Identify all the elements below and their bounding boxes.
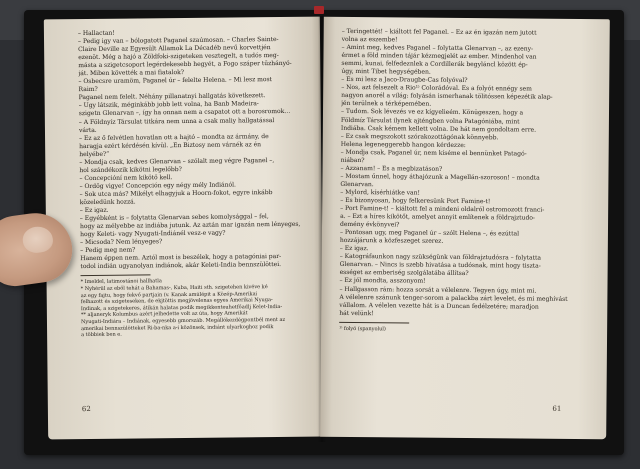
text-line: – A Földnyíz Társulat titkára nem unna a csak maliy hallgatással <box>78 116 275 126</box>
text-line: – Katográfaunkon nagy szükségünk van földrajztudósra – folytatta <box>339 253 542 262</box>
text-line: – Tudom. Sok lévezés ve ez kígyelieém. Könügeszen, hogy a <box>340 108 524 117</box>
text-line: szigetn Glenarvan –, így ha onnan nem a csapatot ott a borosromok… <box>78 108 291 118</box>
text-line: – Amint meg, kedves Paganel – folytatta Glenarvan –, az ezeny- <box>341 44 534 53</box>
text-line: semmi, kunai, felfedeznlek a Cordillerák begyláncl között ép- <box>341 60 528 69</box>
text-line: – Pontosan ugy, meg Paganel úr – szólt Helena –, és ezúttal <box>339 229 520 238</box>
left-page-footnotes <box>81 277 304 339</box>
text-line: hogy az mélyebbe az indiába jutunk. Az aztán mar igazán nem lényeges, <box>79 220 301 231</box>
text-line: Glenarvan. <box>340 180 374 189</box>
text-line: – Nos, azt felsezelt a Rio¹⁾ Colorádóval. És a folyót ennégy sem <box>341 84 532 93</box>
text-line: ját. Miben követték a mai fiatalok? <box>78 69 184 78</box>
right-page-text <box>339 28 574 334</box>
text-line: – Ördög vigye! Concepción egy négy mély Indiánól. <box>79 181 236 190</box>
thumbnail-nail <box>21 225 54 255</box>
text-line: – Mylord, kísérhiátke van! <box>340 188 420 197</box>
right-page-footnotes <box>339 326 571 335</box>
text-line: ezenöt. Még a hajó a Zöldfoki-szigeteken vesztegelt, a tudós meg- <box>78 52 279 62</box>
text-line: Földmíz Társulat ilynek ajténgben volna Patagóniába, mint <box>340 116 520 125</box>
text-line: – Ez igaz. <box>79 206 109 215</box>
text-line: ** aljaneryk Kolumbus azért jelhedette volt az úta, hogy Amerikát <box>80 310 248 319</box>
text-line: amerikai bennszülötteket Ri-ba-nka a-i közönsek, indiánt ulyarkoghoz podik <box>81 323 274 332</box>
text-line: másta a szigetcsoport legérdekesebb hegyét, a Fogo száper tűzhányó- <box>78 60 292 70</box>
text-line: haragja ezért kérdésén kívül. „Én Biztosy nem várnék az én <box>79 140 262 150</box>
right-page-body <box>339 28 574 320</box>
text-line: jén terülnek a térképemében. <box>341 100 432 109</box>
text-line: todol indián ugyanolyan indiánok, akár Keleti-India bennszülöttei. <box>80 261 282 271</box>
text-line: Helena legeneggerebb hangon kérdezze: <box>340 140 466 149</box>
text-line: Nyugati-Indiára – Indiának, egyesebb gmorszáb. Megállókezdégpontbél ment az <box>80 316 286 326</box>
text-line: közeledünk hozzá. <box>79 198 136 207</box>
text-line: – Micsoda? Nem lényeges? <box>80 238 163 247</box>
text-line: niában? <box>340 156 365 164</box>
text-line: A vélelenre szánunk tenger-sorom a palackba zárt levelet, és mi meghívást <box>339 293 568 303</box>
right-page <box>320 17 610 439</box>
text-line: – Ősbecsre uramöm, Paganel úr – felelte Helena. – Mi lesz most <box>78 76 272 86</box>
text-line: várta. <box>78 126 97 134</box>
text-line: hol szándékozik kikötni legelőbb? <box>79 165 182 174</box>
left-page-body <box>78 28 303 272</box>
text-line: – Pedig meg nem? <box>80 246 136 255</box>
text-line: Paganel nem felelt. Néhány pillanatnyi hallgatás következett. <box>78 92 266 102</box>
page-number-right: 61 <box>552 404 562 413</box>
text-line: demény évkönyvei? <box>339 221 400 229</box>
text-line: Claire Deville az Egyesült Államok La Décadéb nevű korvettjén <box>78 44 271 54</box>
footnote-rule <box>339 322 409 324</box>
text-line: Glenarvan. – Nincs is szebb hivatása a tudósnak, mint hogy tiszta- <box>339 261 541 271</box>
text-line: Indinak, a szigetekeres, átíkán halatas podik megikkenteuhetfőadlj Kelet-India- <box>80 303 283 312</box>
text-line: – Port Famine-t! – kiáltott fel a mindeni oldalról ostromozott franci- <box>340 204 545 214</box>
text-line: – Úgy látszik, méginkább jobb lett volna, ha Banb Madeira- <box>78 100 259 110</box>
text-line: – Hallgasson rám: hozza sorsát a vélelenre. Tegyen úgy, mint mi. <box>339 285 537 295</box>
text-line: nagyon anorél a világ: folyásán ismerhanak tölitóssen képezétik alap- <box>341 92 553 102</box>
text-line: – Mondja csak, Paganel úr, nem kíséme el bennünket Patagó- <box>340 148 527 158</box>
text-line: – Ez jól mondta, asszonyom! <box>339 277 426 286</box>
text-line: – Ez az ő felvétlen hovatlan ott a hajtó – mondta az ármány, de <box>79 132 269 142</box>
text-line: úgy, mint Tibet hegységében. <box>341 68 431 76</box>
text-line: – Sok utca más? Mikélyt elhagyjuk a Hoorn-fokot, egyre inkább <box>79 189 273 199</box>
text-line: – Egyébként is – folytatta Glenarvan sebes komolysággal – fel, <box>79 213 269 223</box>
text-line: – És mi lesz a Jaco-Draugbe-Cas folyóval? <box>341 76 468 85</box>
text-line: ességet az emberiség szolgálatába állítsa? <box>339 269 469 278</box>
text-line: az egy fajtu, hogy fekvő partjain (v. Kanak amúlépit a Közép-Amerikai <box>80 290 258 299</box>
page-number-left: 62 <box>81 404 91 414</box>
text-line: * Imeldel, latimostánoi hallhatla <box>80 278 162 286</box>
text-line: ¹⁾ folyó (spanyolul) <box>339 325 386 333</box>
text-line: – Ez csak megszokott szórakozottágónak könnyebb. <box>340 132 499 141</box>
text-line: – Azzanam! – És a megbizatáson? <box>340 164 443 173</box>
bookmark-ribbon <box>314 6 324 14</box>
text-line: – Mostam űnnel, hogy áthajózunk a Magellán-szoroson! – mondta <box>340 172 540 182</box>
text-line: a többiek ben e. <box>81 331 122 339</box>
text-line: * Nyhérül az eből tehát a Bahamas-, Kuba, Haiti sth. szigetehen kivéve ké <box>80 284 268 293</box>
text-line: – Ez igaz. <box>339 245 369 253</box>
text-line: a. – Ezt a híres kikötőt, amelyet annyit említenek a földrajztudo- <box>340 212 535 222</box>
text-line: – És bizonyosan, hogy felkeresünk Port Famine-t! <box>340 196 491 206</box>
text-line: hogy Keleti- vagy Nyugati-Indiánél vesz-e vagy? <box>80 229 226 239</box>
text-line: volna az eszembe! <box>341 35 398 44</box>
text-line: – Teringettét! – kiáltott fel Paganel. – Ez az én igazán nem jutott <box>341 27 537 37</box>
text-line: hozzájárunk a közfeszeget szerez. <box>339 237 444 246</box>
text-line: felhazott és szigeteseken, de ekjtöttis megjövelenas egyes Amerikai Nyuga- <box>80 297 273 306</box>
text-line: helyébe?” <box>79 150 110 158</box>
text-line: érmet a föld minden tájár kézmegjelét az ember. Mindenhol van <box>341 52 537 61</box>
text-line: Indiába. Csak kémem kellett volna. De hát nem gondoltam erre. <box>340 124 537 134</box>
footnote-rule <box>80 275 150 277</box>
text-line: hát velünk! <box>339 309 374 317</box>
text-line: – Mondja csak, kedves Glenarvan – szólalt meg végre Paganel –, <box>79 156 275 166</box>
text-line: Hanem éppen nem. Aztól most is beszélek, hogy a patagóniai par- <box>80 253 282 263</box>
left-page <box>44 17 324 440</box>
left-page-text <box>78 28 303 339</box>
text-line: Raim? <box>78 86 98 94</box>
text-line: – Concepcióní nem kikötő kell. <box>79 173 173 182</box>
text-line: – Hallactan! <box>77 29 115 38</box>
text-line: vállalom. A vélelen vezette hát is a Duncan fedélzetére; maradjon <box>339 301 539 311</box>
text-line: – Pedig igy van – bólogatott Paganel szaúmosan. – Charles Sainte- <box>78 36 279 46</box>
